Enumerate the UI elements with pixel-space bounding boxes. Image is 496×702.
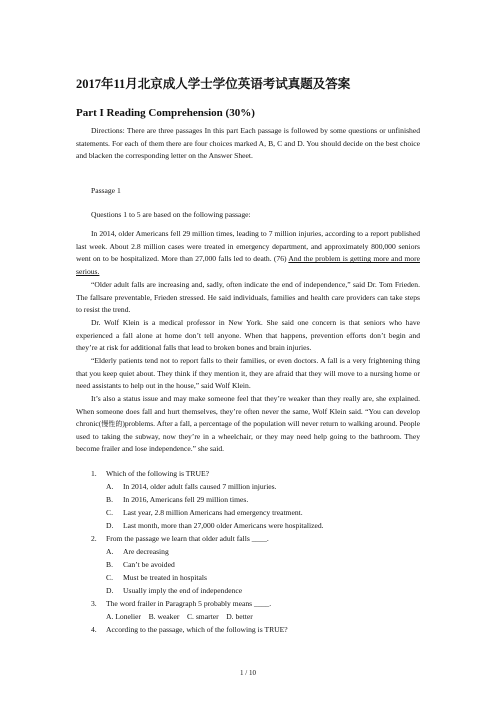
option-2c [106, 572, 207, 585]
question-number: 3. [91, 599, 97, 608]
paragraph-1 [76, 228, 420, 278]
chinese-gloss: 慢性的 [101, 420, 123, 429]
option-letter: C. [106, 573, 113, 582]
question-number: 1. [91, 469, 97, 478]
option-2b [106, 559, 175, 572]
question-number: 2. [91, 534, 97, 543]
option-text: In 2014, older adult falls caused 7 million injuries. [123, 482, 277, 491]
option-text: Are decreasing [123, 547, 169, 556]
option-letter: A. [106, 547, 114, 556]
directions-text: Directions: There are three passages In this part Each passage is followed by some questions or unfinished statements. For each of them there are four choices marked A, B, C and D. You should decide on the best choice and blacken the corresponding letter on the Answer Sheet. [76, 126, 420, 161]
option-2d [106, 585, 242, 598]
option-letter: D. [106, 586, 114, 595]
option-letter: B. [106, 495, 113, 504]
question-text: Which of the following is TRUE? [106, 469, 209, 478]
paragraph-3: Dr. Wolf Klein is a medical professor in New York. She said one concern is that seniors who have experienced a fall alone at home don’t tell anyone. When that happens, prevention efforts don’t begin and they’re at risk for additional falls that lead to broken bones and brain injuries. [76, 318, 420, 353]
paragraph-5-text-b: )problems. After a fall, a percentage of the population will never return to walking around. People used to taking the subway, now they’re in a wheelchair, or they may need help going to the bathroom. They become frailer and lose independence.” she said. [76, 419, 420, 454]
option-letter: C. [106, 508, 113, 517]
option-1c [106, 507, 303, 520]
option-row-3: A. Lonelier B. weaker C. smarter D. better [106, 612, 253, 621]
part-title: Part I Reading Comprehension (30%) [76, 107, 255, 119]
option-text: Last month, more than 27,000 older Americans were hospitalized. [123, 521, 324, 530]
paragraph-5 [76, 393, 420, 456]
question-2 [91, 533, 269, 546]
passage-label: Passage 1 [91, 186, 121, 195]
paragraph-5-text-a: It’s also a status issue and may make someone feel that they’re weaker than they really are, she explained. When someone does fall and hurt themselves, they’re often never the same, Wolf Klein said. “You can develop chronic( [76, 394, 420, 429]
option-text: Can’t be avoided [123, 560, 175, 569]
option-1d [106, 520, 324, 533]
paragraph-4: “Elderly patients tend not to report falls to their families, or even doctors. A fall is a very frightening thing that you keep quiet about. They think if they mention it, they are afraid that they will move to a nursing home or need assistants to help out in the house,” said Wolf Klein. [76, 356, 420, 391]
question-3 [91, 598, 271, 611]
page-number: 1 / 10 [240, 669, 256, 677]
underlined-sentence: And the problem is getting more and more serious. [76, 254, 420, 276]
document-title: 2017年11月北京成人学士学位英语考试真题及答案 [76, 77, 351, 91]
question-text: According to the passage, which of the following is TRUE? [106, 625, 288, 634]
option-1a [106, 481, 277, 494]
paragraph-2: “Older adult falls are increasing and, sadly, often indicate the end of independence,” said Dr. Tom Frieden. The fallsare preventable, Frieden stressed. He said individuals, families and health care providers can take steps to resist the trend. [76, 280, 420, 315]
question-text: From the passage we learn that older adult falls ____. [106, 534, 269, 543]
option-text: Last year, 2.8 million Americans had emergency treatment. [123, 508, 303, 517]
question-number: 4. [91, 625, 97, 634]
paragraph-1-text: In 2014, older Americans fell 29 million times, leading to 7 million injuries, according to a report published last week. About 2.8 million cases were treated in emergency department, and approximately 800,000 seniors went on to be hospitalized. More than 27,000 falls led to death. (76) [76, 229, 420, 264]
option-letter: B. [106, 560, 113, 569]
question-1 [91, 468, 209, 481]
passage-intro: Questions 1 to 5 are based on the following passage: [91, 210, 251, 219]
option-text: In 2016, Americans fell 29 million times. [123, 495, 249, 504]
option-letter: D. [106, 521, 114, 530]
option-text: Must be treated in hospitals [123, 573, 207, 582]
question-text: The word frailer in Paragraph 5 probably means ____. [106, 599, 272, 608]
option-1b [106, 494, 248, 507]
option-letter: A. [106, 482, 114, 491]
option-text: Usually imply the end of independence [123, 586, 243, 595]
question-4 [91, 624, 288, 637]
option-2a [106, 546, 169, 559]
